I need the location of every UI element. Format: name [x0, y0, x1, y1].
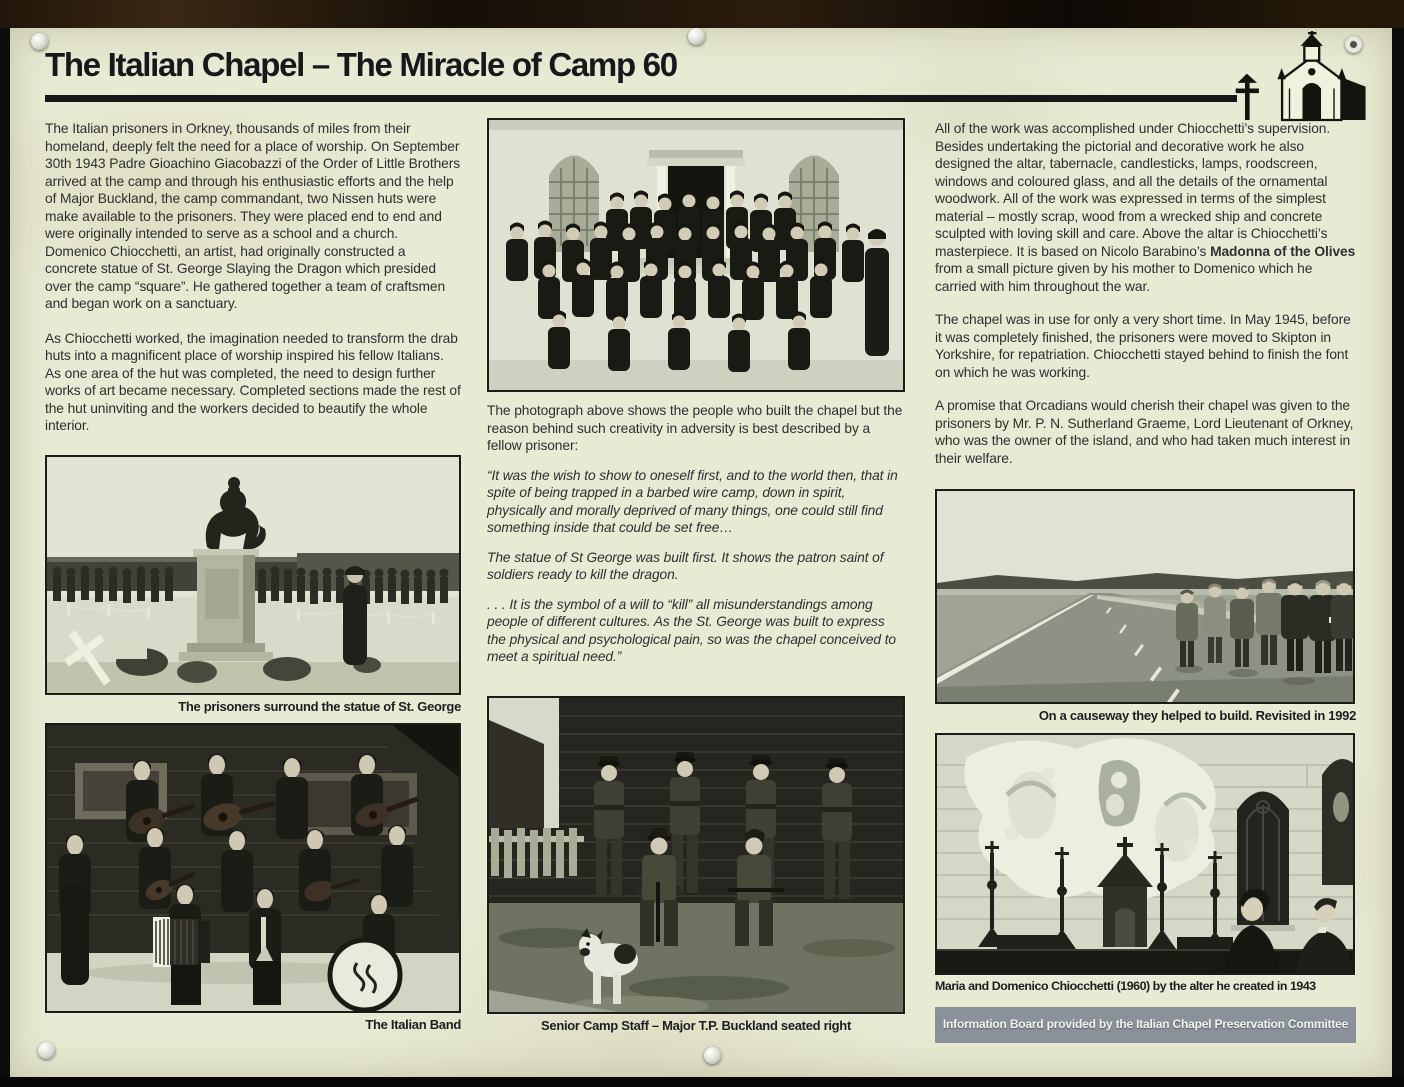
screw-icon-top-right — [1345, 36, 1362, 53]
right-column — [935, 120, 1356, 1043]
middle-quote-2: The statue of St George was built first. It shows the patron saint of soldiers ready to kill the dragon. — [487, 549, 884, 582]
photo-causeway-1992 — [935, 489, 1355, 704]
middle-column — [487, 118, 905, 1034]
caption-st-george: The prisoners surround the statue of St. George — [178, 698, 461, 714]
right-paragraph-3: A promise that Orcadians would cherish their chapel was given to the prisoners by Mr. P. N. Sutherland Graeme, Lord Lieutenant of Orkney, who was the owner of the island, and who had taken much interest in their welfare. — [935, 398, 1354, 466]
page-title: The Italian Chapel – The Miracle of Camp 60 — [45, 46, 677, 83]
photo-chapel-builders — [487, 118, 905, 392]
photo-italian-band — [45, 723, 461, 1013]
provider-badge: Information Board provided by the Italian Chapel Preservation Committee — [935, 1007, 1356, 1043]
right-paragraph-1-text: All of the work was accomplished under Chiocchetti’s supervision. Besides undertaking the pictorial and decorative work he also designed the altar, tabernacle, candlesticks, lamps, roodscreen, windows and coloured glass, and all the details of the ornamental woodwork. All of the work was expressed in terms of the simplest material – mostly scrap, wood from a wrecked ship and concrete sculpted with loving skill and care. Above the altar is Chiocchetti’s masterpiece. It is based on Nicolo Barabino’s — [935, 121, 1331, 259]
photo-chapel-interior — [935, 733, 1355, 975]
screw-icon-bottom-middle — [704, 1047, 721, 1064]
photo-senior-camp-staff — [487, 696, 905, 1014]
right-paragraph-1 — [935, 120, 1356, 295]
caption-maria-domenico: Maria and Domenico Chiocchetti (1960) by the alter he created in 1943 — [935, 978, 1316, 993]
caption-italian-band: The Italian Band — [365, 1017, 461, 1032]
right-paragraph-2: The chapel was in use for only a very short time. In May 1945, before it was completely finished, the prisoners were moved to Skipton in Yorkshire, for repatriation. Chiocchetti stayed behind to finish the font on which he was working. — [935, 312, 1351, 380]
middle-quote-1: “It was the wish to show to oneself first, and to the world then, that in spite of being trapped in a barbed wire camp, down in spirit, physically and morally deprived of many things, one could still find something inside that could be set free… — [487, 467, 898, 535]
left-column — [45, 120, 461, 1034]
wood-frame-top — [0, 0, 1404, 28]
caption-causeway: On a causeway they helped to build. Revisited in 1992 — [1038, 708, 1356, 723]
middle-quote-3: . . . It is the symbol of a will to “kill” all misunderstandings among people of different cultures. As the St. George was built to express the physical and psychological pain, so was the chapel conceived to meet a spiritual need.” — [487, 596, 896, 664]
screw-icon-top-middle — [688, 28, 705, 45]
screw-icon-bottom-left — [38, 1042, 55, 1059]
wood-frame-bottom — [0, 1076, 1404, 1087]
information-board — [10, 28, 1392, 1077]
screw-icon-top-left — [31, 33, 48, 50]
caption-senior-camp-staff: Senior Camp Staff – Major T.P. Buckland seated right — [541, 1017, 851, 1033]
left-paragraph-1: The Italian prisoners in Orkney, thousands of miles from their homeland, deeply felt the need for a place of worship. On September 30th 1943 Padre Gioachino Giacobazzi of the Order of Little Brothers arrived at the camp and through his enthusiastic efforts and the help of Major Buckland, the camp commandant, two Nissen huts were make available to the prisoners. They were placed end to end and were originally intended to serve as a school and a church. Domenico Chiocchetti, an artist, had originally constructed a concrete statue of St. George Slaying the Dragon which presided over the camp “square”. He gathered together a team of craftsmen and began work on a sanctuary. — [45, 121, 461, 311]
photo-st-george-statue — [45, 455, 461, 695]
middle-paragraph-1: The photograph above shows the people who built the chapel but the reason behind such creativity in adversity is best described by a fellow prisoner: — [487, 403, 903, 453]
madonna-of-the-olives-bold: Madonna of the Olives — [1210, 243, 1356, 259]
right-paragraph-1-rest: from a small picture given by his mother to Domenico which he carried with him throughout the war. — [935, 261, 1313, 294]
title-underline — [45, 95, 1237, 102]
left-paragraph-2: As Chiocchetti worked, the imagination needed to transform the drab huts into a magnificent place of worship inspired his fellow Italians. As one area of the hut was completed, the need to design further works of art became necessary. Completed sections made the rest of the hut uninviting and the workers decided to beautify the whole interior. — [45, 330, 461, 433]
